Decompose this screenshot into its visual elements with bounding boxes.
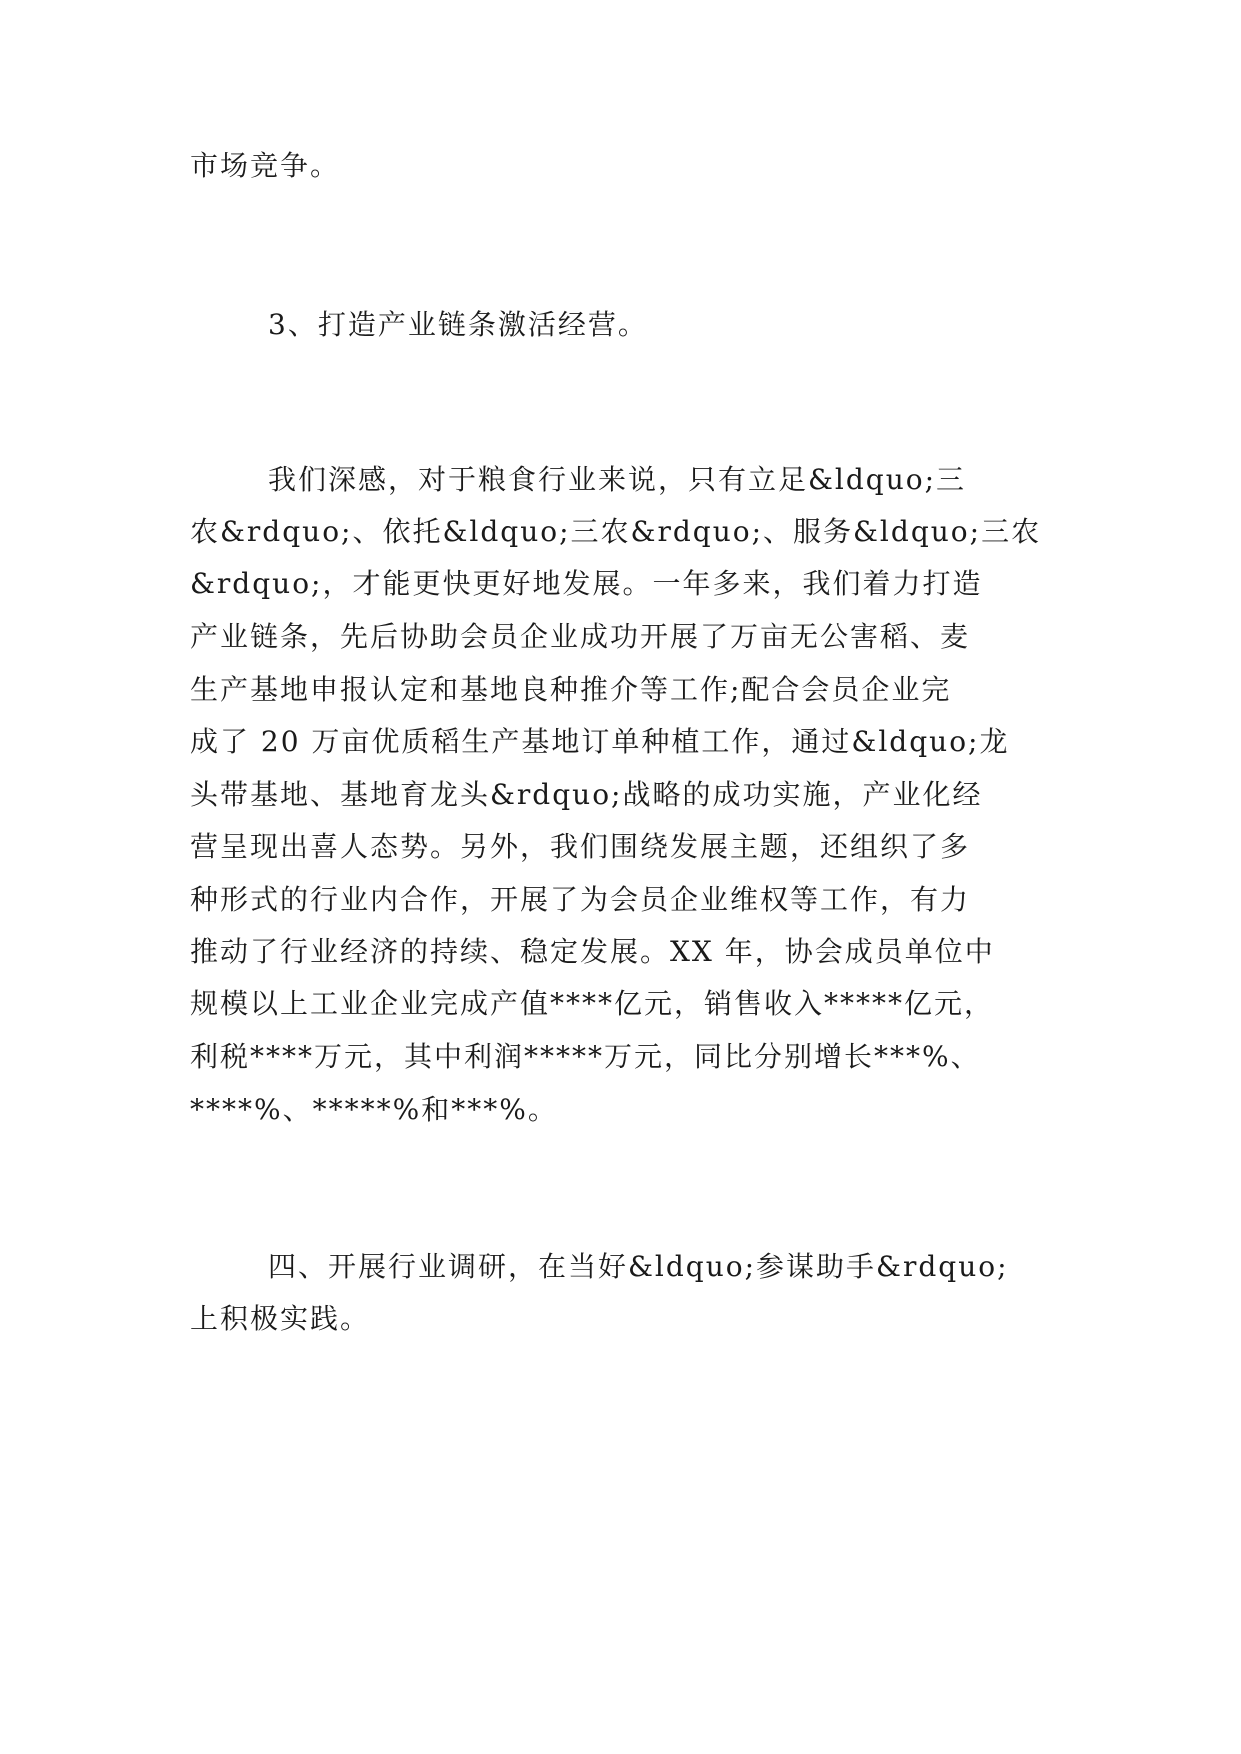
paragraph-1-line-1: 市场竞争。 xyxy=(190,149,341,182)
paragraph-3-line-3: &rdquo;，才能更快更好地发展。一年多来，我们着力打造 xyxy=(190,567,983,600)
section-heading-4-line-2: 上积极实践。 xyxy=(190,1302,371,1335)
paragraph-3-line-7: 头带基地、基地育龙头&rdquo;战略的成功实施，产业化经 xyxy=(190,778,983,811)
paragraph-3-line-9: 种形式的行业内合作，开展了为会员企业维权等工作，有力 xyxy=(190,883,971,916)
section-heading-4-line-1: 四、开展行业调研，在当好&ldquo;参谋助手&rdquo; xyxy=(268,1250,1009,1283)
paragraph-3-line-6: 成了 20 万亩优质稻生产基地订单种植工作，通过&ldquo;龙 xyxy=(190,725,1010,758)
paragraph-3-line-8: 营呈现出喜人态势。另外，我们围绕发展主题，还组织了多 xyxy=(190,830,971,863)
paragraph-3-line-12: 利税****万元，其中利润*****万元，同比分别增长***%、 xyxy=(190,1040,981,1073)
paragraph-3-line-2: 农&rdquo;、依托&ldquo;三农&rdquo;、服务&ldquo;三农 xyxy=(190,515,1042,548)
paragraph-3-line-11: 规模以上工业企业完成产值****亿元，销售收入*****亿元， xyxy=(190,987,995,1020)
paragraph-3-line-5: 生产基地申报认定和基地良种推介等工作;配合会员企业完 xyxy=(190,673,952,706)
section-heading-3: 3、打造产业链条激活经营。 xyxy=(268,308,648,341)
paragraph-3-line-1: 我们深感，对于粮食行业来说，只有立足&ldquo;三 xyxy=(268,463,967,496)
paragraph-3-line-10: 推动了行业经济的持续、稳定发展。XX 年，协会成员单位中 xyxy=(190,935,995,968)
paragraph-3-line-13: ****%、*****%和***%。 xyxy=(190,1093,558,1126)
paragraph-3-line-4: 产业链条，先后协助会员企业成功开展了万亩无公害稻、麦 xyxy=(190,620,971,653)
